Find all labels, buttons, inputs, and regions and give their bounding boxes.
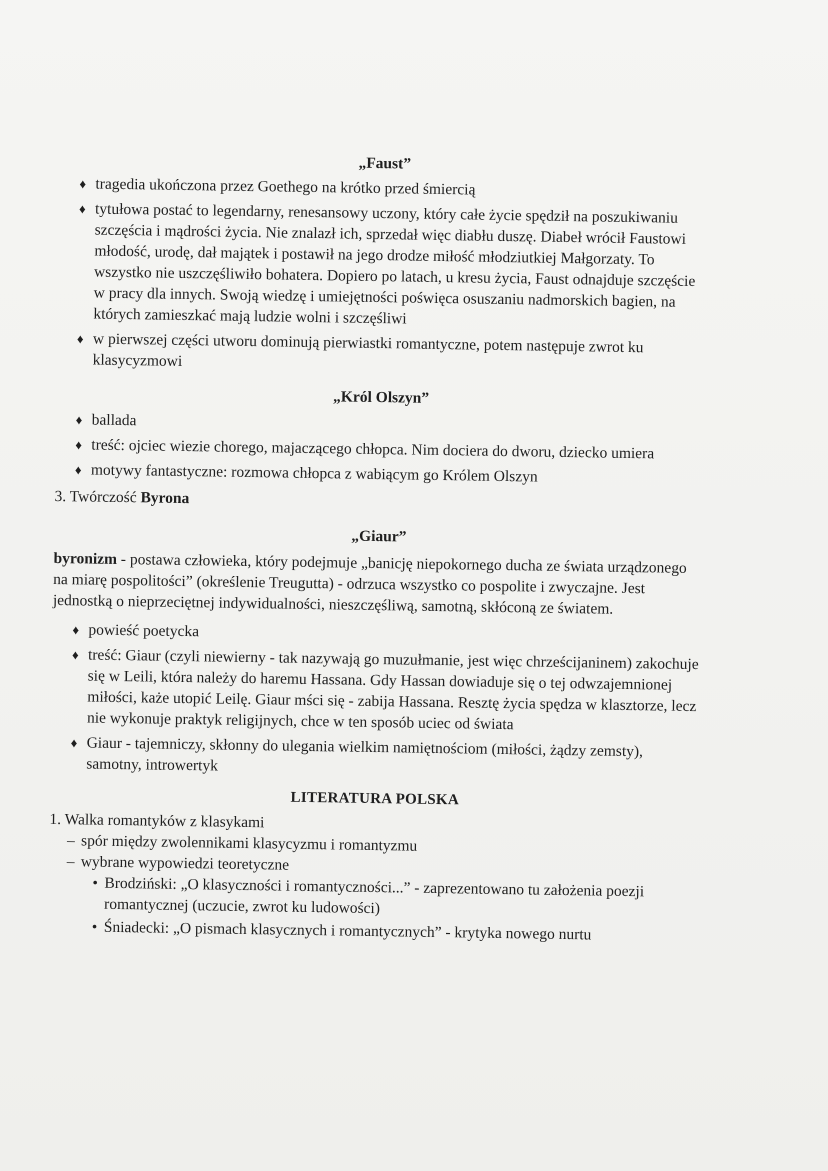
bullet-diamond-icon: ♦ <box>70 735 78 751</box>
giaur-title: „Giaur” <box>351 527 407 546</box>
list-item: ♦ powieść poetycka <box>72 619 702 650</box>
byronizm-definition: byronizm - postawa człowieka, który podejmuje „banicję niepokornego ducha ze świata urządzonego na miarę pospolitości” (określenie Treugutta) - odrzuca wszystko co pospolite i zwyczajne. Jest jednostką o nieprzeciętnej indywidualności, nieszczęśliwą, samotną, skłóconą ze światem. <box>52 549 687 618</box>
list-item: ♦ treść: ojciec wiezie chorego, majaczącego chłopca. Nim dociera do dworu, dziecko umiera <box>75 434 705 465</box>
faust-list <box>57 173 710 380</box>
bullet-diamond-icon: ♦ <box>74 462 82 478</box>
list-item: ♦ ballada <box>76 409 706 440</box>
bullet-diamond-icon: ♦ <box>71 647 79 663</box>
faust-title: „Faust” <box>358 154 412 173</box>
krol-olszyn-title: „Król Olszyn” <box>332 388 430 407</box>
bullet-diamond-icon: ♦ <box>75 412 83 428</box>
bullet-diamond-icon: ♦ <box>76 331 84 347</box>
giaur-list <box>50 619 702 784</box>
bullet-dot-icon: • <box>91 918 98 936</box>
byron-section-heading: 3. Twórczość Byrona <box>54 487 190 508</box>
list-item: – wybrane wypowiedzi teoretyczne <box>66 853 290 874</box>
krol-list <box>55 409 706 490</box>
document-content <box>48 148 710 949</box>
bullet-diamond-icon: ♦ <box>79 176 87 192</box>
wypowiedzi-list <box>48 872 699 947</box>
list-item: ♦ motywy fantastyczne: rozmowa chłopca z wabiącym go Królem Olszyn <box>75 459 705 490</box>
list-item: • Brodziński: „O klasyczności i romantyczności...” - zaprezentowano tu założenia poezji romantycznej (uczucie, zwrot ku ludowości) <box>92 874 645 918</box>
bullet-diamond-icon: ♦ <box>78 201 86 217</box>
bullet-diamond-icon: ♦ <box>72 622 80 638</box>
list-item: ♦ tytułowa postać to legendarny, renesansowy uczony, który całe życie spędził na poszukiwaniu szczęścia i mądrości życia. Nie znalazł ich, sprzedał więc diabłu duszę. Diabeł wrócił Faustowi młodość, urodę, dał majątek i postawił na jego drodze miłość młodziutkiej Małgorzaty. To wszystko nie uszczęśliwiło bohatera. Dopiero po latach, u kresu życia, Faust odnajduje szczęście w pracy dla innych. Swoją wiedzę i umiejętności poświęca osuszaniu nadmorskich bagien, na których zamieszkać mają ludzie wolni i szczęśliwi <box>77 198 709 334</box>
list-item: ♦ w pierwszej części utworu dominują pierwiastki romantyczne, potem następuje zwrot ku klasycyzmowi <box>77 328 708 380</box>
list-item: ♦ Giaur - tajemniczy, skłonny do ulegania wielkim namiętnościom (miłości, żądzy zemsty), samotny, introwertyk <box>70 732 701 784</box>
dash-icon: – <box>66 853 75 871</box>
list-item: ♦ tragedia ukończona przez Goethego na krótko przed śmiercią <box>79 173 709 204</box>
list-item: – spór między zwolennikami klasycyzmu i romantyzmu <box>66 832 418 855</box>
bullet-diamond-icon: ♦ <box>75 437 83 453</box>
literatura-polska-title: LITERATURA POLSKA <box>290 789 460 809</box>
list-item: ♦ treść: Giaur (czyli niewierny - tak nazywają go muzułmanie, jest więc chrześcijaninem) zakochuje się w Leili, która należy do haremu Hassana. Gdy Hassan dowiaduje się o tej odwzajemnionej miłości, każe utopić Leilę. Giaur mści się - zabija Hassana. Resztę życia spędza w klasztorze, lecz nie wykonuje praktyk religijnych, chce w ten sposób uciec od świata <box>71 644 702 738</box>
bullet-dot-icon: • <box>92 874 99 892</box>
list-item: • Śniadecki: „O pismach klasycznych i romantycznych” - krytyka nowego nurtu <box>91 918 592 944</box>
walka-romantykow-heading: 1. Walka romantyków z klasykami <box>49 810 265 832</box>
dash-icon: – <box>66 832 76 850</box>
